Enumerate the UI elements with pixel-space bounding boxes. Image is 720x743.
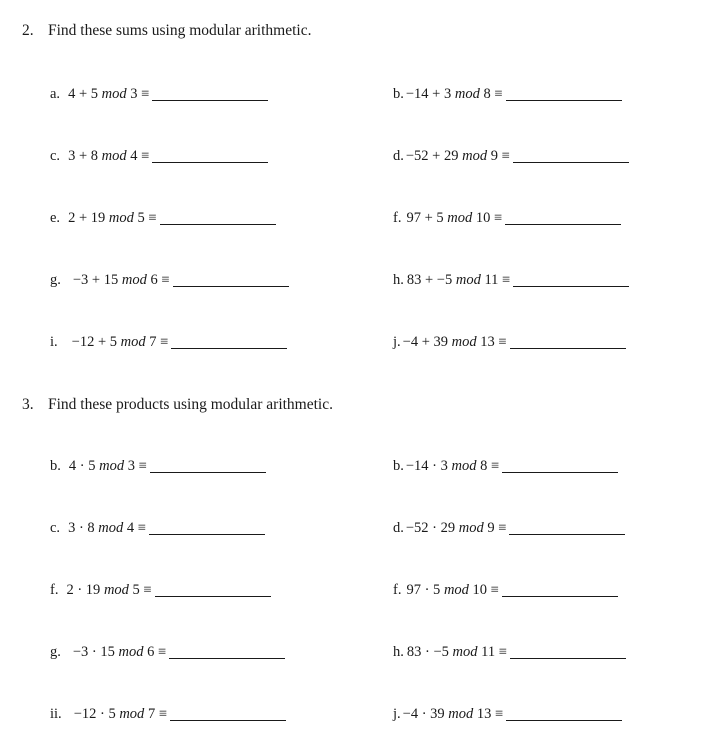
item-expression: −3 · 15	[72, 644, 115, 660]
mod-keyword: mod	[448, 706, 474, 722]
item-expression: 97 · 5	[406, 582, 441, 598]
answer-blank[interactable]	[155, 584, 271, 597]
item-expression: 83 · −5	[406, 644, 449, 660]
mod-keyword: mod	[121, 272, 147, 288]
answer-blank[interactable]	[152, 150, 268, 163]
mod-keyword: mod	[101, 86, 127, 102]
item-label: d.	[393, 520, 404, 536]
item-expression: −14 + 3	[405, 86, 452, 102]
sum-item-i	[50, 334, 287, 351]
item-expression: −12 · 5	[73, 706, 116, 722]
section-3-number: 3.	[22, 396, 34, 413]
item-label: d.	[393, 148, 404, 164]
item-label: c.	[50, 520, 61, 536]
mod-keyword: mod	[103, 582, 129, 598]
item-expression: 3 · 8	[68, 520, 95, 536]
item-label: g.	[50, 644, 61, 660]
item-expression: −4 + 39	[402, 334, 449, 350]
sum-item-b	[393, 86, 622, 103]
answer-blank[interactable]	[502, 584, 618, 597]
item-expression: −12 + 5	[71, 334, 118, 350]
item-label: j.	[393, 706, 401, 722]
sum-item-h	[393, 272, 629, 289]
item-expression: 2 · 19	[66, 582, 101, 598]
mod-keyword: mod	[108, 210, 134, 226]
product-item-7	[50, 644, 285, 661]
mod-keyword: mod	[454, 86, 480, 102]
item-modulus: 5 ≡	[132, 582, 152, 598]
item-expression: −4 · 39	[402, 706, 445, 722]
answer-blank[interactable]	[509, 522, 625, 535]
item-label: h.	[393, 644, 404, 660]
product-item-10	[393, 706, 622, 723]
item-label: b.	[393, 86, 404, 102]
mod-keyword: mod	[455, 272, 481, 288]
mod-keyword: mod	[119, 706, 145, 722]
mod-keyword: mod	[120, 334, 146, 350]
answer-blank[interactable]	[149, 522, 265, 535]
item-label: f.	[393, 210, 402, 226]
item-expression: −52 · 29	[405, 520, 456, 536]
item-label: b.	[50, 458, 61, 474]
item-label: j.	[393, 334, 401, 350]
section-2-number: 2.	[22, 22, 34, 39]
item-expression: 83 + −5	[406, 272, 453, 288]
answer-blank[interactable]	[152, 88, 268, 101]
mod-keyword: mod	[443, 582, 469, 598]
item-modulus: 6 ≡	[150, 272, 170, 288]
answer-blank[interactable]	[150, 460, 266, 473]
item-modulus: 13 ≡	[476, 706, 504, 722]
product-item-9	[50, 706, 286, 723]
product-item-6	[393, 582, 618, 599]
item-modulus: 5 ≡	[137, 210, 157, 226]
item-modulus: 13 ≡	[480, 334, 507, 350]
section-3-heading	[22, 396, 333, 414]
mod-keyword: mod	[98, 520, 124, 536]
answer-blank[interactable]	[505, 212, 621, 225]
sum-item-a	[50, 86, 268, 103]
answer-blank[interactable]	[513, 274, 629, 287]
product-item-1	[50, 458, 266, 475]
answer-blank[interactable]	[506, 88, 622, 101]
item-label: g.	[50, 272, 61, 288]
item-label: e.	[50, 210, 61, 226]
answer-blank[interactable]	[502, 460, 618, 473]
item-modulus: 3 ≡	[127, 458, 147, 474]
item-label: c.	[50, 148, 61, 164]
section-2-title: Find these sums using modular arithmetic.	[48, 22, 312, 39]
item-modulus: 8 ≡	[480, 458, 500, 474]
mod-keyword: mod	[452, 644, 478, 660]
item-modulus: 10 ≡	[475, 210, 503, 226]
item-modulus: 7 ≡	[147, 706, 167, 722]
item-modulus: 9 ≡	[490, 148, 510, 164]
item-expression: −3 + 15	[72, 272, 119, 288]
product-item-4	[393, 520, 625, 537]
sum-item-c	[50, 148, 268, 165]
section-3-title: Find these products using modular arithmetic.	[48, 396, 333, 413]
section-2-heading	[22, 22, 311, 40]
answer-blank[interactable]	[170, 708, 286, 721]
answer-blank[interactable]	[169, 646, 285, 659]
item-expression: 4 + 5	[68, 86, 98, 102]
item-modulus: 9 ≡	[487, 520, 507, 536]
sum-item-g	[50, 272, 289, 289]
item-expression: −52 + 29	[405, 148, 459, 164]
item-modulus: 11 ≡	[481, 644, 507, 660]
item-modulus: 8 ≡	[483, 86, 503, 102]
item-modulus: 11 ≡	[484, 272, 511, 288]
mod-keyword: mod	[451, 334, 477, 350]
item-label: a.	[50, 86, 61, 102]
mod-keyword: mod	[447, 210, 473, 226]
sum-item-f	[393, 210, 621, 227]
item-modulus: 3 ≡	[130, 86, 150, 102]
item-label: f.	[50, 582, 59, 598]
item-label: f.	[393, 582, 402, 598]
item-label: b.	[393, 458, 404, 474]
item-expression: 2 + 19	[68, 210, 106, 226]
answer-blank[interactable]	[171, 336, 287, 349]
mod-keyword: mod	[99, 458, 125, 474]
sum-item-j	[393, 334, 626, 351]
mod-keyword: mod	[458, 520, 484, 536]
mod-keyword: mod	[118, 644, 144, 660]
answer-blank[interactable]	[513, 150, 629, 163]
answer-blank[interactable]	[506, 708, 622, 721]
mod-keyword: mod	[462, 148, 488, 164]
item-expression: 4 · 5	[68, 458, 96, 474]
item-modulus: 7 ≡	[149, 334, 169, 350]
item-label: i.	[50, 334, 58, 350]
item-expression: 3 + 8	[68, 148, 98, 164]
item-modulus: 10 ≡	[472, 582, 499, 598]
item-expression: −14 · 3	[405, 458, 448, 474]
answer-blank[interactable]	[510, 336, 626, 349]
product-item-8	[393, 644, 626, 661]
answer-blank[interactable]	[173, 274, 289, 287]
product-item-3	[50, 520, 265, 537]
product-item-5	[50, 582, 271, 599]
mod-keyword: mod	[451, 458, 477, 474]
answer-blank[interactable]	[510, 646, 626, 659]
product-item-2	[393, 458, 618, 475]
item-label: ii.	[50, 706, 62, 722]
item-expression: 97 + 5	[406, 210, 444, 226]
item-modulus: 4 ≡	[126, 520, 146, 536]
answer-blank[interactable]	[160, 212, 276, 225]
item-modulus: 4 ≡	[130, 148, 150, 164]
item-label: h.	[393, 272, 404, 288]
sum-item-d	[393, 148, 629, 165]
item-modulus: 6 ≡	[147, 644, 167, 660]
mod-keyword: mod	[101, 148, 127, 164]
sum-item-e	[50, 210, 276, 227]
